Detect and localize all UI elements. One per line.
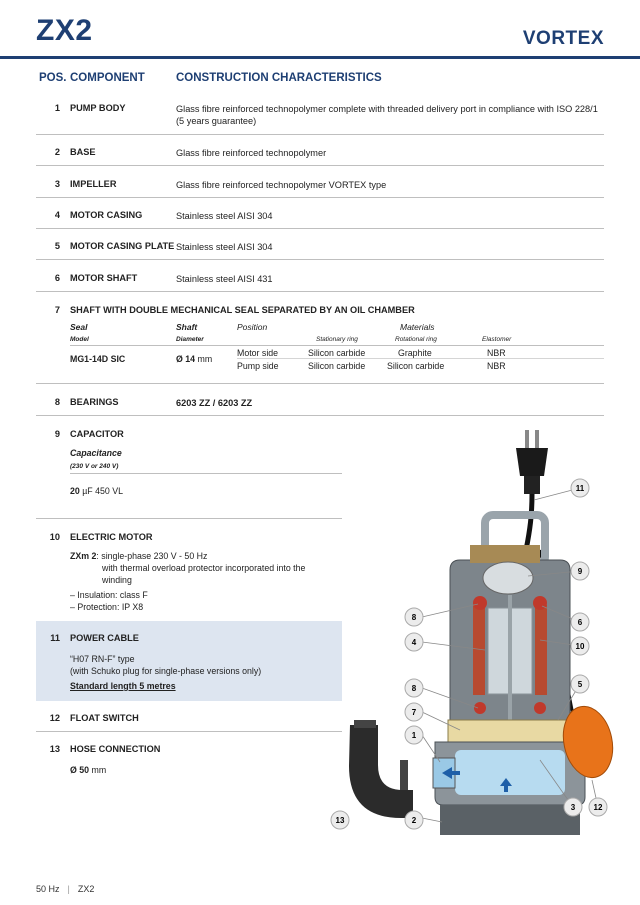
stationary-subheader: Stationary ring [316,336,358,343]
svg-text:6: 6 [577,618,583,627]
seal-r2-position: Pump side [237,361,279,371]
seal-r2-stationary: Silicon carbide [308,361,366,371]
seal-divider [237,358,604,359]
seal-header: Seal [70,322,88,332]
row-characteristics: Stainless steel AISI 304 [176,242,273,252]
callout-1 [405,726,423,744]
row-component: BASE [70,147,96,157]
model-subheader: Model [70,336,89,343]
seal-r2-elastomer: NBR [487,361,506,371]
cable-note: (with Schuko plug for single-phase versions only) [70,666,262,676]
table-row [36,631,342,701]
row-component: ELECTRIC MOTOR [70,532,153,542]
page-footer [36,884,94,894]
callout-13 [331,811,349,829]
callout-5 [571,675,589,693]
row-pos: 7 [54,305,60,315]
svg-text:11: 11 [575,484,585,493]
svg-text:12: 12 [593,803,603,812]
footer-separator: | [67,884,70,894]
row-component: MOTOR SHAFT [70,273,138,283]
row-component: PUMP BODY [70,103,126,113]
seal-r1-rotational: Graphite [398,348,432,358]
table-row [36,239,604,260]
table-row [36,101,604,135]
row-component: SHAFT WITH DOUBLE MECHANICAL SEAL SEPARATED BY AN OIL CHAMBER [70,305,415,315]
motor-insulation: – Insulation: class F [70,590,148,600]
pump-cutaway-illustration [330,420,620,860]
table-row [36,145,604,166]
elastomer-subheader: Elastomer [482,336,512,343]
col-header-characteristics: CONSTRUCTION CHARACTERISTICS [176,72,382,84]
row-characteristics: Stainless steel AISI 304 [176,211,273,221]
row-pos: 9 [54,429,60,439]
callout-12 [589,798,607,816]
svg-text:4: 4 [411,638,417,647]
seal-r2-rotational: Silicon carbide [387,361,445,371]
callout-6 [571,613,589,631]
table-row [36,742,342,782]
svg-text:9: 9 [577,567,583,576]
table-row [36,395,604,416]
motor-line3: winding [102,575,132,585]
svg-text:5: 5 [577,680,583,689]
row-pos: 1 [54,103,60,113]
bearing-icon [474,702,486,714]
row-characteristics: Glass fibre reinforced technopolymer VORTEX type [176,180,387,190]
table-row [36,271,604,292]
capacitance-title: Capacitance [70,448,122,458]
oil-chamber-icon [448,720,572,744]
table-row [36,208,604,229]
series-name: VORTEX [522,28,604,49]
table-row [36,427,342,519]
callout-4 [405,633,423,651]
seal-model: MG1-14D SIC [70,354,126,364]
page-title: ZX2 [36,14,93,47]
svg-text:8: 8 [411,613,417,622]
callout-2 [405,811,423,829]
capacitor-icon [483,562,533,594]
materials-header: Materials [400,322,435,332]
svg-text:8: 8 [411,684,417,693]
row-component: MOTOR CASING PLATE [70,241,175,251]
row-component: CAPACITOR [70,429,124,439]
svg-text:13: 13 [335,816,345,825]
row-component: HOSE CONNECTION [70,744,161,754]
capacitance-subtitle: (230 V or 240 V) [70,463,119,470]
motor-line2: with thermal overload protector incorporated into the [102,563,306,573]
row-pos: 10 [49,532,60,542]
hose-connection-icon [349,720,413,818]
diameter-subheader: Diameter [176,336,204,343]
footer-model: ZX2 [77,884,95,894]
seal-r1-stationary: Silicon carbide [308,348,366,358]
row-characteristics: Glass fibre reinforced technopolymer [176,148,327,158]
col-header-pos: POS. [39,72,67,84]
bearing-icon [533,596,547,610]
header-rule [0,56,640,59]
bearing-icon [473,596,487,610]
svg-text:2: 2 [411,816,417,825]
table-row [36,711,342,732]
rotational-subheader: Rotational ring [395,336,437,343]
row-pos: 4 [54,210,60,220]
col-header-component: COMPONENT [70,72,145,84]
seal-r1-position: Motor side [237,348,279,358]
base-icon [440,805,580,835]
svg-text:3: 3 [570,803,576,812]
row-pos: 3 [54,179,60,189]
cable-type: “H07 RN-F” type [70,654,135,664]
seal-divider [70,345,604,346]
svg-text:1: 1 [411,731,417,740]
capacitor-divider [70,473,342,474]
row-pos: 6 [54,273,60,283]
cable-length: Standard length 5 metres [70,681,176,691]
row-pos: 2 [54,147,60,157]
shaft-header: Shaft [176,322,198,332]
callout-9 [571,562,589,580]
row-pos: 5 [54,241,60,251]
schuko-plug-icon [516,430,548,494]
table-row [36,530,342,615]
winding-icon [535,605,547,695]
callout-10 [571,637,589,655]
row-pos: 8 [54,397,60,407]
footer-frequency: 50 Hz [36,884,60,894]
bearing-icon [534,702,546,714]
motor-protection: – Protection: IP X8 [70,602,144,612]
row-characteristics: Stainless steel AISI 431 [176,274,273,284]
row-pos: 13 [49,744,60,754]
row-characteristics: 6203 ZZ / 6203 ZZ [176,398,253,408]
table-row [36,177,604,198]
callout-8b [405,679,423,697]
row-component: MOTOR CASING [70,210,143,220]
row-component: IMPELLER [70,179,117,189]
table-row [36,303,604,384]
svg-text:7: 7 [411,708,417,717]
hose-value: Ø 50 mm [70,765,107,775]
power-cable-icon [526,494,532,550]
row-component: FLOAT SWITCH [70,713,139,723]
position-header: Position [237,322,268,332]
motor-line1: ZXm 2: single-phase 230 V - 50 Hz [70,551,208,561]
row-pos: 11 [50,633,60,643]
callout-11 [571,479,589,497]
capacitance-value: 20 µF 450 VL [70,486,124,496]
row-component: BEARINGS [70,397,119,407]
row-component: POWER CABLE [70,633,139,643]
svg-text:10: 10 [575,642,585,651]
seal-diameter: Ø 14 mm [176,354,213,364]
callout-7 [405,703,423,721]
cable-gland-icon [470,545,540,563]
callout-3 [564,798,582,816]
callout-8 [405,608,423,626]
row-pos: 12 [49,713,60,723]
seal-r1-elastomer: NBR [487,348,506,358]
row-characteristics: Glass fibre reinforced technopolymer complete with threaded delivery port in compliance with ISO 228/1 (5 years guarantee) [176,104,598,126]
